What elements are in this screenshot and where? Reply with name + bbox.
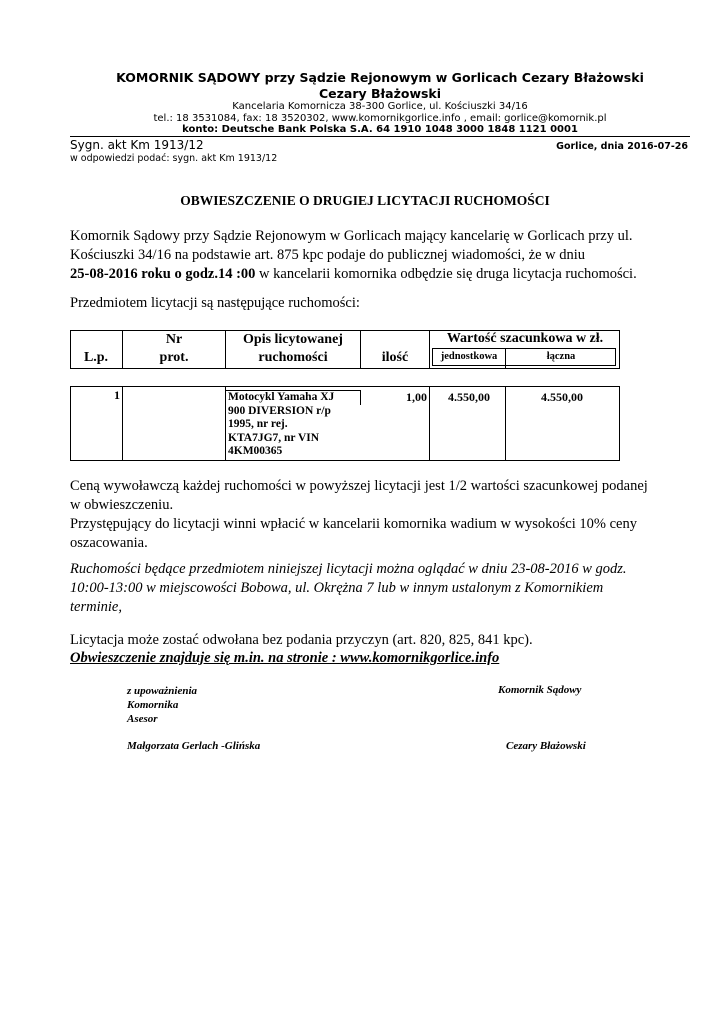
signature-left bbox=[127, 684, 197, 726]
reply-reference: w odpowiedzi podać: sygn. akt Km 1913/12 bbox=[70, 153, 278, 164]
col-header-lp: L.p. bbox=[83, 350, 109, 365]
row-lp: 1 bbox=[114, 388, 120, 402]
col-header-wartosc: Wartość szacunkowa w zł. bbox=[446, 331, 604, 346]
header-divider bbox=[70, 136, 690, 137]
website-note[interactable]: Obwieszczenie znajduje się m.in. na stronie : www.komornikgorlice.info bbox=[70, 650, 500, 666]
signature-left-name: Małgorzata Gerlach -Glińska bbox=[127, 740, 261, 752]
price-line-4: oszacowania. bbox=[70, 535, 148, 551]
cancellation-note: Licytacja może zostać odwołana bez podania przyczyn (art. 820, 825, 841 kpc). bbox=[70, 632, 533, 648]
viewing-paragraph bbox=[70, 560, 656, 617]
row-description-line: Motocykl Yamaha XJ bbox=[228, 391, 335, 403]
price-paragraph bbox=[70, 477, 656, 553]
row-ilosc: 1,00 bbox=[406, 390, 427, 404]
subject-line: Przedmiotem licytacji są następujące ruchomości: bbox=[70, 295, 360, 311]
signature-right-title: Komornik Sądowy bbox=[498, 684, 582, 696]
price-line-2: w obwieszczeniu. bbox=[70, 497, 174, 513]
row-description-line: 1995, nr rej. bbox=[228, 418, 288, 430]
bank-account: konto: Deutsche Bank Polska S.A. 64 1910 1048 3000 1848 1121 0001 bbox=[182, 124, 578, 135]
intro-line-3-rest: w kancelarii komornika odbędzie się druga licytacja ruchomości. bbox=[255, 266, 637, 282]
page-title: OBWIESZCZENIE O DRUGIEJ LICYTACJI RUCHOMOŚCI bbox=[180, 193, 550, 208]
col-header-laczna: łączna bbox=[546, 351, 576, 362]
signature-left-line-1: z upoważnienia bbox=[127, 685, 197, 697]
row-description-line: KTA7JG7, nr VIN bbox=[228, 431, 320, 444]
intro-line-3 bbox=[70, 265, 656, 284]
place-date: Gorlice, dnia 2016-07-26 bbox=[556, 141, 688, 152]
bailiff-name: Cezary Błażowski bbox=[318, 86, 442, 101]
col-header-prot: prot. bbox=[159, 350, 189, 365]
row-jednostkowa: 4.550,00 bbox=[448, 390, 490, 404]
table-header bbox=[70, 330, 620, 370]
col-header-opis-2: ruchomości bbox=[258, 350, 328, 365]
col-header-opis-1: Opis licytowanej bbox=[243, 332, 343, 347]
signature-left-line-2: Komornika bbox=[127, 699, 179, 711]
auction-date: 25-08-2016 roku o godz.14 :00 bbox=[70, 266, 256, 282]
row-laczna: 4.550,00 bbox=[541, 390, 583, 404]
row-description bbox=[228, 391, 358, 459]
viewing-line-3: terminie, bbox=[70, 599, 122, 615]
price-line-3: Przystępujący do licytacji winni wpłacić w kancelarii komornika wadium w wysokości 10% ceny bbox=[70, 516, 637, 532]
intro-line-1: Komornik Sądowy przy Sądzie Rejonowym w Gorlicach mający kancelarię w Gorlicach przy ul. bbox=[70, 228, 633, 244]
col-header-nr: Nr bbox=[165, 332, 183, 347]
office-contact: tel.: 18 3531084, fax: 18 3520302, www.komornikgorlice.info , email: gorlice@komornik.pl bbox=[153, 113, 607, 124]
signature-right-name: Cezary Błażowski bbox=[506, 740, 586, 752]
signature-left-line-3: Asesor bbox=[127, 713, 158, 725]
col-header-jednostkowa: jednostkowa bbox=[440, 351, 498, 362]
case-reference: Sygn. akt Km 1913/12 bbox=[70, 138, 204, 152]
col-header-ilosc: ilość bbox=[381, 350, 409, 365]
table-row bbox=[70, 386, 620, 461]
row-description-line: 4KM00365 bbox=[228, 445, 283, 457]
intro-line-2: Kościuszki 34/16 na podstawie art. 875 kpc podaje do publicznej wiadomości, że w dniu bbox=[70, 247, 586, 263]
viewing-line-2: 10:00-13:00 w miejscowości Bobowa, ul. Okrężna 7 lub w innym ustalonym z Komornikiem bbox=[70, 580, 604, 596]
bailiff-office-name: KOMORNIK SĄDOWY przy Sądzie Rejonowym w Gorlicach Cezary Błażowski bbox=[116, 70, 644, 85]
office-address: Kancelaria Komornicza 38-300 Gorlice, ul. Kościuszki 34/16 bbox=[232, 101, 528, 112]
intro-paragraph bbox=[70, 227, 656, 284]
price-line-1: Ceną wywoławczą każdej ruchomości w powyższej licytacji jest 1/2 wartości szacunkowej podanej bbox=[70, 478, 648, 494]
viewing-line-1: Ruchomości będące przedmiotem niniejszej licytacji można oglądać w dniu 23-08-2016 w godz. bbox=[70, 561, 627, 577]
row-description-line: 900 DIVERSION r/p bbox=[228, 404, 331, 417]
